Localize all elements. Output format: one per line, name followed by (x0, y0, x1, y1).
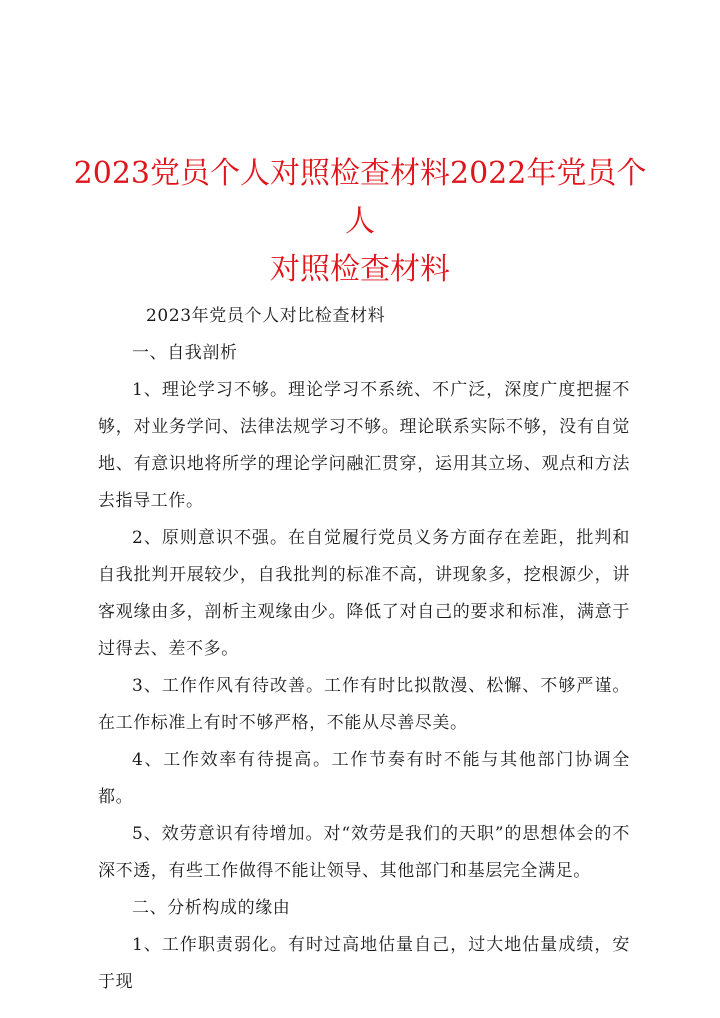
title-line-1: 2023党员个人对照检查材料2022年党员个人 (73, 156, 647, 239)
paragraph-item-4: 4、工作效率有待提高。工作节奏有时不能与其他部门协调全都。 (98, 750, 630, 807)
title-line-2: 对照检查材料 (270, 252, 450, 287)
document-title (70, 150, 650, 294)
paragraph-item-1: 1、理论学习不够。理论学习不系统、不广泛，深度广度把握不够，对业务学问、法律法规学习不够。理论联系实际不够，没有自觉地、有意识地将所学的理论学问融汇贯穿，运用其立场、观点和方法去指导工作。 (98, 380, 630, 511)
document-body (98, 298, 630, 1001)
document-subtitle: 2023年党员个人对比检查材料 (146, 306, 386, 326)
paragraph-cause-1: 1、工作职责弱化。有时过高地估量自己，过大地估量成绩，安于现 (98, 935, 630, 992)
section-heading-causes: 二、分析构成的缘由 (132, 898, 291, 918)
paragraph-item-5: 5、效劳意识有待增加。对“效劳是我们的天职”的思想体会的不深不透，有些工作做得不能让领导、其他部门和基层完全满足。 (98, 824, 630, 881)
section-heading-self-analysis: 一、自我剖析 (132, 343, 238, 363)
paragraph-item-2: 2、原则意识不强。在自觉履行党员义务方面存在差距，批判和自我批判开展较少，自我批判的标准不高，讲现象多，挖根源少，讲客观缘由多，剖析主观缘由少。降低了对自己的要求和标准，满意于过得去、差不多。 (98, 528, 630, 659)
paragraph-item-3: 3、工作作风有待改善。工作有时比拟散漫、松懈、不够严谨。在工作标准上有时不够严格，不能从尽善尽美。 (98, 676, 630, 733)
